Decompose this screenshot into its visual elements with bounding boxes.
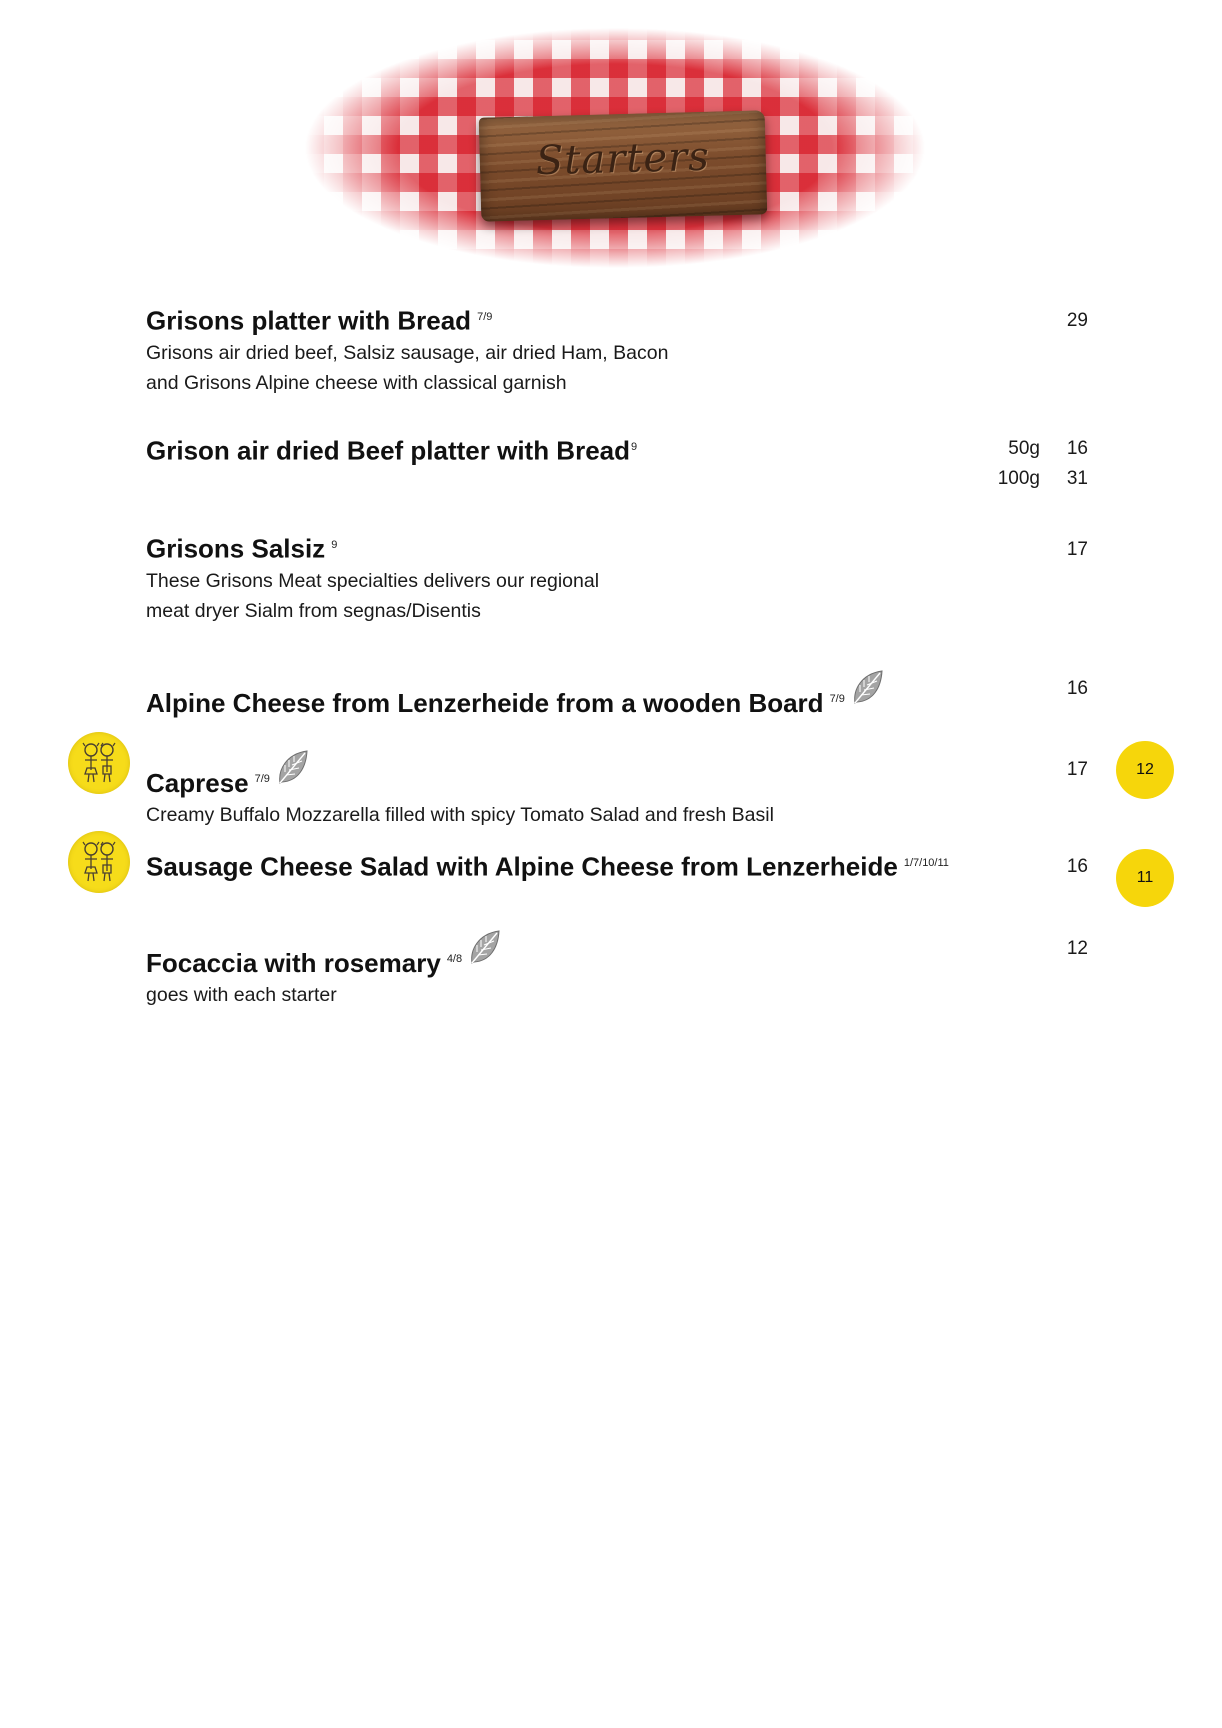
item-name: Caprese xyxy=(146,768,249,798)
item-price: 12 xyxy=(1066,938,1088,959)
kids-figures-icon xyxy=(81,841,117,883)
allergen-codes: 4/8 xyxy=(446,953,463,966)
item-description: Grisons air dried beef, Salsiz sausage, air dried Ham, Bacon xyxy=(146,341,669,364)
item-description: Creamy Buffalo Mozzarella filled with spicy Tomato Salad and fresh Basil xyxy=(146,804,774,826)
item-price: 16 xyxy=(1066,856,1088,877)
item-price: 29 xyxy=(1066,310,1088,331)
item-description: and Grisons Alpine cheese with classical garnish xyxy=(146,371,567,394)
header-banner xyxy=(305,28,925,268)
item-description: goes with each starter xyxy=(146,984,337,1006)
item-name: Alpine Cheese from Lenzerheide from a wooden Board xyxy=(146,688,824,718)
menu-item xyxy=(146,300,1086,398)
kids-icon xyxy=(68,732,130,794)
item-name: Grison air dried Beef platter with Bread xyxy=(146,435,630,466)
item-price: 17 xyxy=(1066,759,1088,780)
portion-price: 31 xyxy=(1066,468,1088,489)
leaf-icon xyxy=(276,748,310,786)
item-price: 16 xyxy=(1066,678,1088,699)
allergen-codes: 7/9 xyxy=(477,311,493,323)
allergen-codes: 7/9 xyxy=(254,773,270,786)
allergen-codes: 9 xyxy=(631,441,638,453)
kids-price-badge: 12 xyxy=(1116,741,1174,799)
menu-item xyxy=(146,846,1086,884)
kids-icon xyxy=(68,831,130,893)
item-name: Grisons platter with Bread xyxy=(146,305,472,336)
leaf-icon xyxy=(851,668,885,706)
leaf-icon xyxy=(468,928,502,966)
item-name: Grisons Salsiz xyxy=(146,533,326,564)
item-price: 17 xyxy=(1066,539,1088,560)
portion-size: 50g xyxy=(1008,438,1040,459)
item-name: Sausage Cheese Salad with Alpine Cheese from Lenzerheide xyxy=(146,851,898,882)
menu-item xyxy=(146,430,1086,468)
kids-figures-icon xyxy=(81,742,117,784)
page-title: Starters xyxy=(535,133,711,185)
portion-size: 100g xyxy=(997,468,1040,489)
kids-price-badge: 11 xyxy=(1116,849,1174,907)
menu-item xyxy=(146,528,1086,626)
item-name: Focaccia with rosemary xyxy=(146,948,441,978)
allergen-codes: 7/9 xyxy=(829,693,845,706)
menu-item xyxy=(146,748,1086,830)
menu-item xyxy=(146,668,1086,720)
portion-price: 16 xyxy=(1066,438,1088,459)
item-description: meat dryer Sialm from segnas/Disentis xyxy=(146,599,481,622)
wooden-sign xyxy=(479,110,768,221)
menu-item xyxy=(146,928,1086,1010)
allergen-codes: 1/7/10/11 xyxy=(903,857,949,869)
item-description: These Grisons Meat specialties delivers our regional xyxy=(146,569,600,592)
allergen-codes: 9 xyxy=(331,539,338,551)
